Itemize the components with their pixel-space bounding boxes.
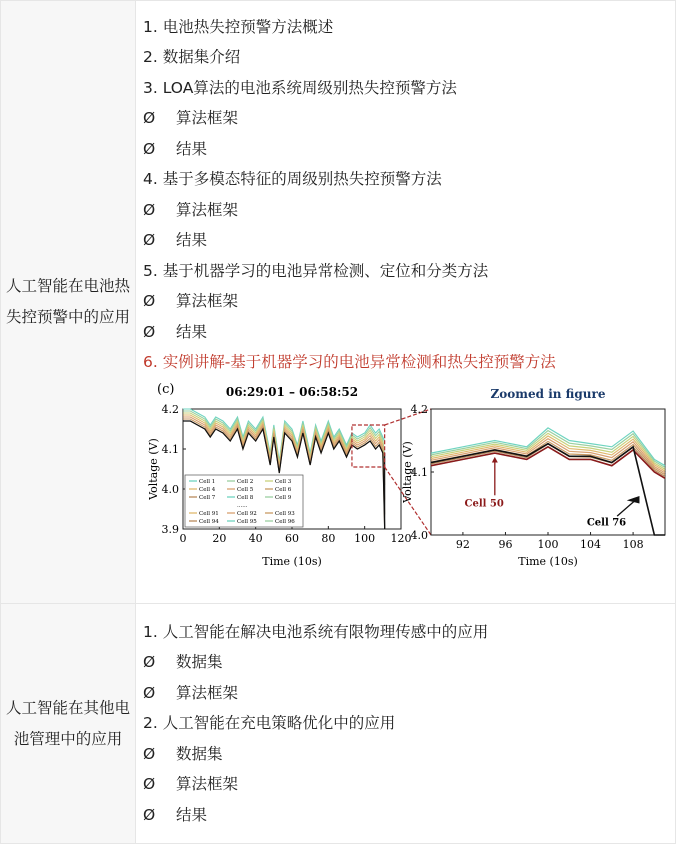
y-tick-label: 4.0 [161,482,179,496]
bullet-item [143,103,675,134]
legend-entry: Cell 2 [237,478,254,485]
voltage-figure [143,381,673,581]
y-tick-label: 4.1 [410,465,428,479]
item-text: 数据集 [176,744,223,763]
item-list [143,617,675,831]
annotation-label: Cell 76 [586,517,627,529]
x-tick-label: 92 [455,537,470,551]
item-text: 算法框架 [176,683,239,702]
legend-entry: Cell 96 [275,518,295,525]
bullet-item [143,286,675,317]
x-tick-label: 20 [212,531,227,545]
legend-entry: Cell 3 [275,478,292,485]
x-tick-label: 40 [248,531,263,545]
chart-title: Zoomed in figure [490,386,606,401]
item-text: 算法框架 [176,200,239,219]
x-axis-label: Time (10s) [262,554,322,568]
bullet-marker: Ø [143,292,156,310]
legend-entry: Cell 93 [275,510,295,517]
y-tick-label: 3.9 [161,522,179,536]
item-text: 数据集 [176,653,223,672]
item-text: 2. 数据集介绍 [143,48,241,66]
item-list [143,12,675,378]
legend-entry: Cell 4 [199,486,216,493]
legend-entry: Cell 95 [237,518,257,525]
list-item [143,42,675,73]
category-cell: 人工智能在电池热失控预警中的应用 [1,1,136,604]
x-tick-label: 80 [321,531,336,545]
x-axis-label: Time (10s) [518,554,578,568]
legend-entry: Cell 94 [199,518,219,525]
legend-entry: Cell 1 [199,478,216,485]
item-text: 1. 电池热失控预警方法概述 [143,17,334,36]
bullet-marker: Ø [143,231,156,249]
y-tick-label: 4.2 [410,402,428,416]
y-tick-label: 4.1 [161,442,179,456]
legend-entry: ...... [237,502,248,509]
x-tick-label: 100 [354,531,376,545]
bullet-item [143,195,675,226]
bullet-item [143,739,675,770]
bullet-item [143,800,675,831]
x-tick-label: 96 [498,537,513,551]
item-text: 结果 [176,322,208,341]
list-item [143,617,675,648]
list-item [143,12,675,43]
item-text: 4. 基于多模态特征的周级别热失控预警方法 [143,170,442,188]
bullet-marker: Ø [143,683,156,702]
item-text: 2. 人工智能在充电策略优化中的应用 [143,714,396,733]
chart-title: 06:29:01 – 06:58:52 [225,384,359,399]
item-text: 6. 实例讲解-基于机器学习的电池异常检测和热失控预警方法 [143,353,556,371]
item-text: 结果 [176,231,208,249]
list-item [143,256,675,287]
x-tick-label: 0 [179,531,187,545]
bullet-item [143,225,675,256]
x-tick-label: 120 [390,531,412,545]
table-row [1,1,676,604]
bullet-marker: Ø [143,109,156,127]
items-cell [136,1,676,604]
list-item [143,708,675,739]
list-item [143,73,675,104]
legend-entry: Cell 6 [275,486,292,493]
bullet-marker: Ø [143,775,156,794]
bullet-item [143,647,675,678]
items-cell [136,604,676,844]
bullet-marker: Ø [143,805,156,824]
y-axis-label: Voltage (V) [401,440,414,503]
item-text: 3. LOA算法的电池系统周级别热失控预警方法 [143,78,457,97]
y-axis-label: Voltage (V) [147,437,160,500]
item-text: 算法框架 [176,109,239,127]
bullet-item [143,678,675,709]
x-tick-label: 60 [285,531,299,545]
x-tick-label: 104 [580,537,602,551]
list-item [143,164,675,195]
annotation-label: Cell 50 [464,498,504,510]
list-item [143,347,675,378]
table-row [1,604,676,844]
item-text: 算法框架 [176,292,239,310]
voltage-chart-svg [143,381,673,581]
item-text: 结果 [176,805,208,824]
category-cell: 人工智能在其他电池管理中的应用 [1,604,136,844]
bullet-marker: Ø [143,744,156,763]
x-tick-label: 108 [622,537,644,551]
bullet-item [143,134,675,165]
arrow-head [492,456,498,462]
legend-entry: Cell 9 [275,494,292,501]
bullet-marker: Ø [143,322,156,341]
bullet-item [143,317,675,348]
y-tick-label: 4.2 [161,402,179,416]
item-text: 5. 基于机器学习的电池异常检测、定位和分类方法 [143,261,489,280]
bullet-marker: Ø [143,653,156,672]
item-text: 结果 [176,139,208,158]
legend-entry: Cell 5 [237,486,254,493]
panel-label: (c) [157,381,175,397]
bullet-marker: Ø [143,200,156,219]
y-tick-label: 4.0 [410,528,428,542]
legend-entry: Cell 91 [199,510,219,517]
legend-entry: Cell 7 [199,494,216,501]
x-tick-label: 100 [537,537,559,551]
legend-entry: Cell 92 [237,510,257,517]
legend-entry: Cell 8 [237,494,254,501]
item-text: 算法框架 [176,775,239,794]
bullet-marker: Ø [143,139,156,158]
annotation-arrow [617,500,635,516]
item-text: 1. 人工智能在解决电池系统有限物理传感中的应用 [143,622,489,641]
bullet-item [143,769,675,800]
